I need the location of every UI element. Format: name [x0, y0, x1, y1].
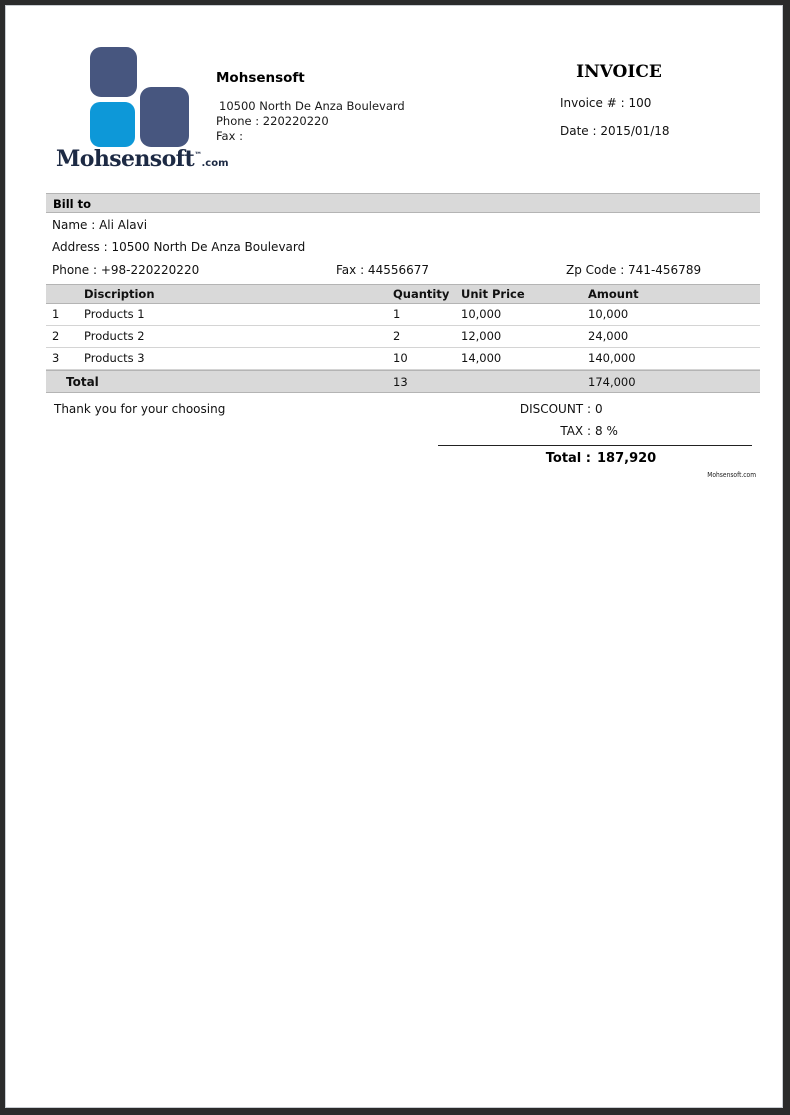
- cell-amount: 24,000: [588, 329, 629, 343]
- thank-you-message: Thank you for your choosing: [54, 402, 226, 416]
- bill-to-address: Address : 10500 North De Anza Boulevard: [52, 240, 306, 254]
- bill-to-label: Bill to: [53, 197, 91, 211]
- cell-quantity: 10: [393, 351, 408, 365]
- logo-wordmark-text: Mohsensoft: [56, 146, 195, 172]
- total-row-amount: 174,000: [588, 375, 636, 389]
- column-header-description: Discription: [84, 287, 155, 301]
- bill-to-name: Name : Ali Alavi: [52, 218, 148, 232]
- logo-shapes: [81, 44, 201, 144]
- cell-description: Products 1: [84, 307, 145, 321]
- bill-to-zip-code: Zp Code : 741-456789: [566, 263, 702, 277]
- table-row: [46, 348, 760, 370]
- logo-square-top-left-icon: [90, 47, 137, 97]
- invoice-date: Date : 2015/01/18: [560, 124, 670, 138]
- table-row: [46, 304, 760, 326]
- bill-to-fax: Fax : 44556677: [336, 263, 430, 277]
- company-phone: Phone : 220220220: [216, 114, 329, 128]
- cell-quantity: 1: [393, 307, 401, 321]
- column-header-unit-price: Unit Price: [461, 287, 525, 301]
- items-table: [46, 284, 760, 393]
- discount-row: [436, 402, 756, 416]
- logo-wordmark: [56, 146, 229, 172]
- invoice-title: INVOICE: [576, 62, 662, 82]
- cell-unit-price: 14,000: [461, 351, 502, 365]
- footer-watermark: Mohsensoft.com: [707, 471, 756, 479]
- totals-divider: [438, 445, 752, 446]
- cell-row-number: 2: [52, 329, 60, 343]
- column-header-amount: Amount: [588, 287, 639, 301]
- total-row-quantity: 13: [393, 375, 408, 389]
- page-frame: [5, 5, 783, 1108]
- invoice-meta: [536, 62, 766, 138]
- cell-amount: 140,000: [588, 351, 636, 365]
- invoice-sheet: [5, 5, 783, 1108]
- column-header-quantity: Quantity: [393, 287, 450, 301]
- bill-to-phone: Phone : +98-220220220: [52, 263, 200, 277]
- cell-quantity: 2: [393, 329, 401, 343]
- logo-wordmark-suffix: .com: [201, 158, 229, 169]
- cell-description: Products 2: [84, 329, 145, 343]
- logo-square-bottom-right-icon: [140, 87, 189, 147]
- grand-total-value: 187,920: [597, 451, 657, 466]
- cell-amount: 10,000: [588, 307, 629, 321]
- tax-value: 8 %: [595, 424, 618, 438]
- discount-label: DISCOUNT :: [519, 402, 591, 416]
- invoice-number: Invoice # : 100: [560, 96, 652, 110]
- table-row: [46, 326, 760, 348]
- company-logo: [56, 44, 229, 179]
- total-row-label: Total: [66, 375, 99, 389]
- company-fax: Fax :: [216, 129, 243, 143]
- cell-unit-price: 12,000: [461, 329, 502, 343]
- logo-square-bottom-left-icon: [90, 102, 135, 147]
- grand-total-row: [436, 451, 756, 466]
- discount-value: 0: [595, 402, 603, 416]
- company-name: Mohsensoft: [216, 70, 305, 86]
- company-info: [216, 70, 466, 144]
- trademark-icon: ™: [194, 150, 202, 160]
- cell-description: Products 3: [84, 351, 145, 365]
- table-total-row: [46, 370, 760, 393]
- tax-label: TAX :: [560, 424, 591, 438]
- grand-total-label: Total :: [545, 451, 591, 466]
- cell-row-number: 3: [52, 351, 60, 365]
- cell-row-number: 1: [52, 307, 60, 321]
- invoice-header: [6, 6, 784, 184]
- cell-unit-price: 10,000: [461, 307, 502, 321]
- tax-row: [436, 424, 756, 438]
- table-header-row: [46, 284, 760, 304]
- company-address: 10500 North De Anza Boulevard: [219, 99, 405, 113]
- bill-to-header-band: [46, 193, 760, 213]
